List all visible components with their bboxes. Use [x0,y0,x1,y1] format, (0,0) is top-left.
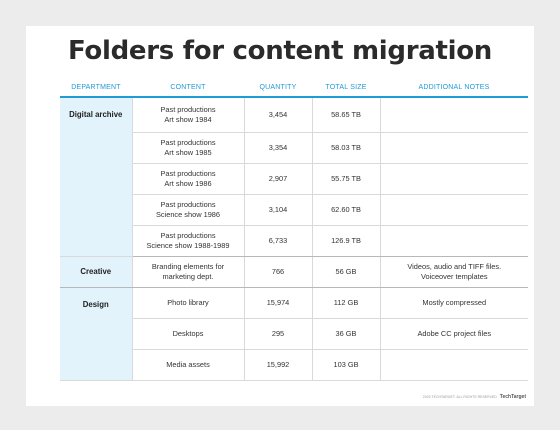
header-row [60,78,528,97]
copyright-text: 2023 TECHTARGET. ALL RIGHTS RESERVED [422,395,497,399]
content-cell [132,132,244,163]
size-cell: 58.03 TB [312,132,380,163]
table-row [60,256,528,287]
quantity-cell: 2,907 [244,163,312,194]
content-cell [132,97,244,132]
notes-cell [380,256,528,287]
header-additional-notes: ADDITIONAL NOTES [380,78,528,97]
size-cell: 62.60 TB [312,194,380,225]
content-cell [132,225,244,256]
content-line: Past productions [160,169,216,178]
header-content: CONTENT [132,78,244,97]
header-quantity: QUANTITY [244,78,312,97]
size-cell: 112 GB [312,287,380,318]
content-cell: Media assets [132,349,244,380]
notes-cell [380,225,528,256]
notes-cell [380,132,528,163]
migration-table [60,78,528,381]
quantity-cell: 6,733 [244,225,312,256]
size-cell: 126.9 TB [312,225,380,256]
size-cell: 56 GB [312,256,380,287]
content-line: Past productions [160,138,216,147]
content-line: Past productions [160,105,216,115]
content-cell: Photo library [132,287,244,318]
content-line: Art show 1985 [164,147,212,157]
header-total-size: TOTAL SIZE [312,78,380,97]
notes-line: Voiceover templates [420,271,488,281]
department-cell: Digital archive [60,97,132,256]
brand-logo: TechTarget [499,394,526,400]
content-line: Branding elements for [151,262,225,271]
department-cell: Creative [60,256,132,287]
content-cell [132,194,244,225]
quantity-cell: 15,974 [244,287,312,318]
quantity-cell: 15,992 [244,349,312,380]
size-cell: 55.75 TB [312,163,380,194]
content-line: marketing dept. [162,271,214,281]
content-cell [132,256,244,287]
content-line: Past productions [160,200,216,209]
quantity-cell: 295 [244,318,312,349]
notes-cell [380,349,528,380]
infographic-card [26,26,534,406]
content-line: Past productions [160,231,216,240]
copyright-credit [423,394,526,400]
size-cell: 58.65 TB [312,97,380,132]
table-row [60,287,528,318]
header-department: DEPARTMENT [60,78,132,97]
content-line: Art show 1986 [164,178,212,188]
content-cell: Desktops [132,318,244,349]
content-line: Science show 1986 [155,209,221,219]
quantity-cell: 766 [244,256,312,287]
notes-cell [380,194,528,225]
quantity-cell: 3,454 [244,97,312,132]
quantity-cell: 3,354 [244,132,312,163]
content-line: Art show 1984 [164,114,212,124]
notes-cell: Mostly compressed [380,287,528,318]
notes-cell: Adobe CC project files [380,318,528,349]
table-row [60,97,528,132]
content-line: Science show 1988-1989 [146,240,230,250]
size-cell: 103 GB [312,349,380,380]
notes-cell [380,163,528,194]
department-cell: Design [60,287,132,380]
notes-cell [380,97,528,132]
quantity-cell: 3,104 [244,194,312,225]
page-title: Folders for content migration [68,36,492,66]
size-cell: 36 GB [312,318,380,349]
content-cell [132,163,244,194]
notes-line: Videos, audio and TIFF files. [407,262,502,271]
